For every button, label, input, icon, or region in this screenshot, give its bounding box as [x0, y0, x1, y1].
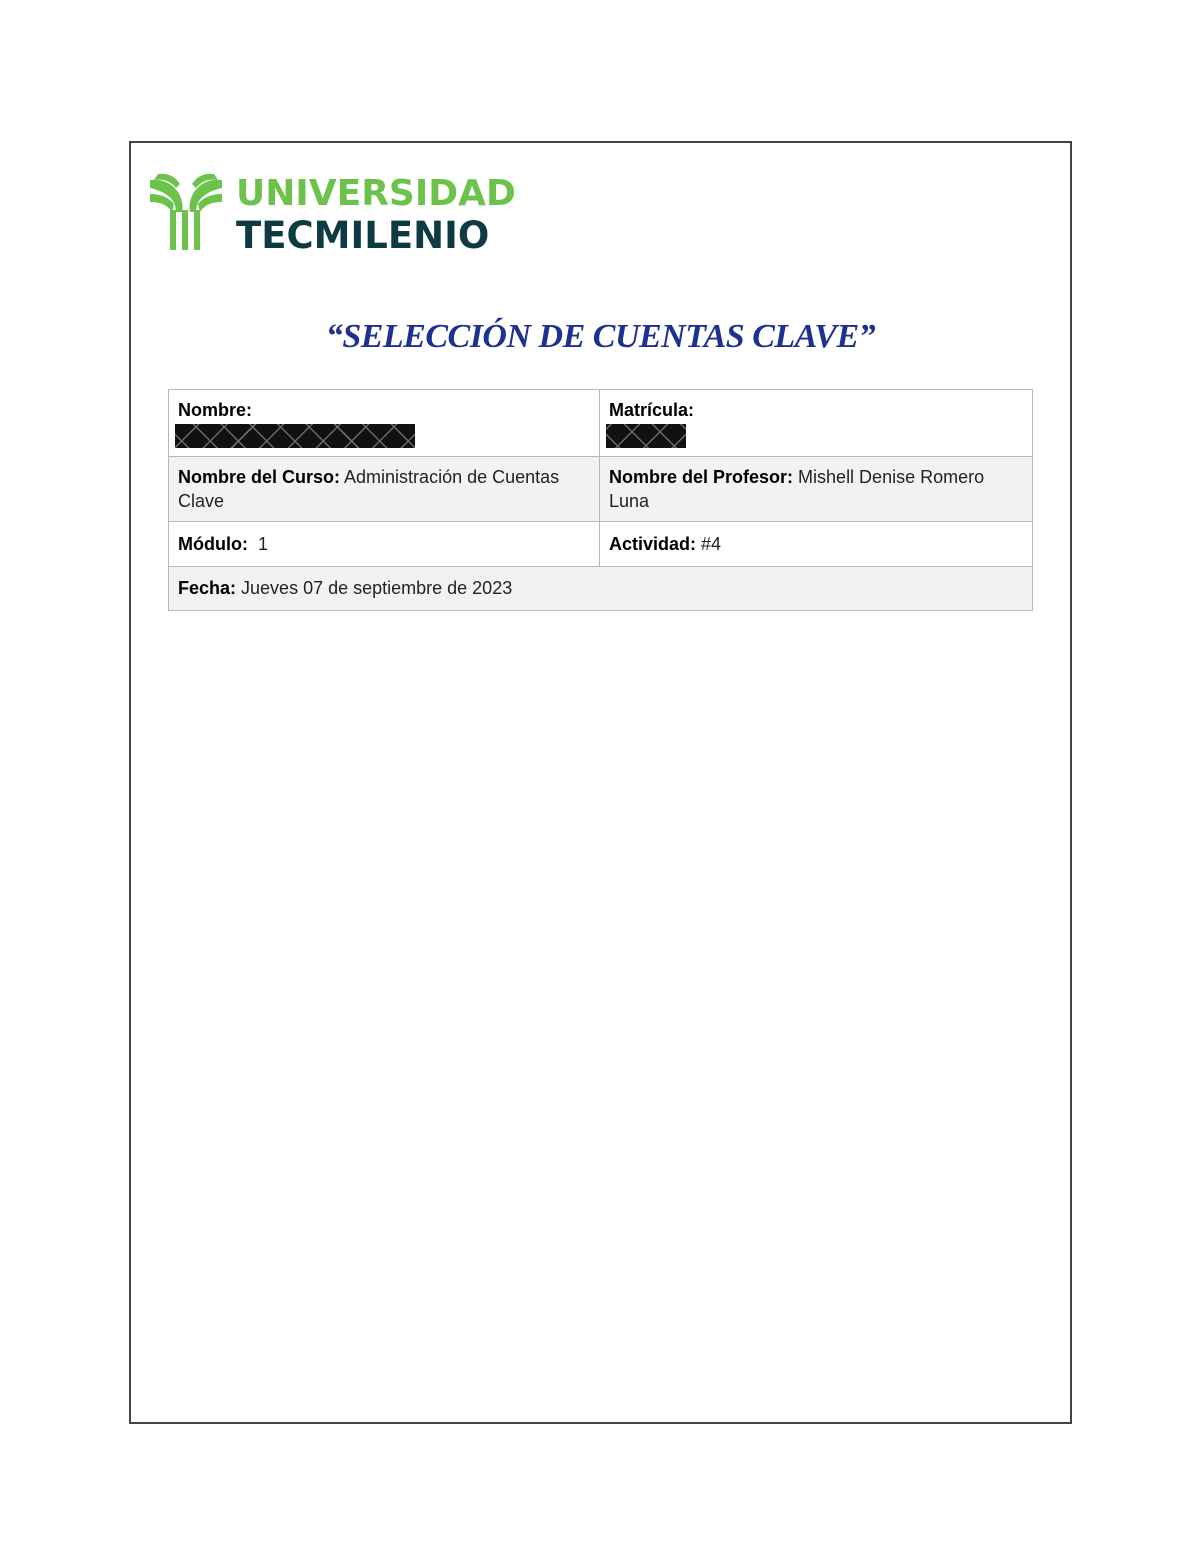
curso-cell [169, 457, 600, 522]
fecha-value: Jueves 07 de septiembre de 2023 [236, 578, 513, 598]
table-row [169, 390, 1033, 457]
curso-label: Nombre del Curso: [178, 467, 341, 487]
profesor-label: Nombre del Profesor: [609, 467, 794, 487]
matricula-label: Matrícula: [609, 400, 695, 420]
modulo-cell [169, 522, 600, 567]
matricula-cell [600, 390, 1033, 457]
actividad-label: Actividad: [609, 534, 697, 554]
logo-line1: UNIVERSIDAD [236, 173, 516, 214]
profesor-cell [600, 457, 1033, 522]
curso-value: Administración de Cuentas Clave [178, 467, 560, 511]
student-info-table [168, 389, 1033, 611]
profesor-value: Mishell Denise Romero Luna [609, 467, 985, 511]
nombre-label: Nombre: [178, 400, 253, 420]
table-row [169, 457, 1033, 522]
document-title: “SELECCIÓN DE CUENTAS CLAVE” [325, 318, 876, 355]
actividad-cell [600, 522, 1033, 567]
modulo-value: 1 [247, 534, 268, 554]
fecha-cell [169, 567, 1033, 611]
modulo-label: Módulo: [178, 534, 248, 554]
table-row [169, 522, 1033, 567]
nombre-cell [169, 390, 600, 457]
table-row [169, 567, 1033, 611]
tecmilenio-logo-mark [150, 172, 530, 254]
university-logo [150, 172, 530, 254]
redacted-name-block [175, 424, 415, 448]
logo-line2: TECMILENIO [236, 214, 490, 254]
fecha-label: Fecha: [178, 578, 237, 598]
actividad-value: #4 [696, 534, 722, 554]
redacted-matricula-block [606, 424, 686, 448]
